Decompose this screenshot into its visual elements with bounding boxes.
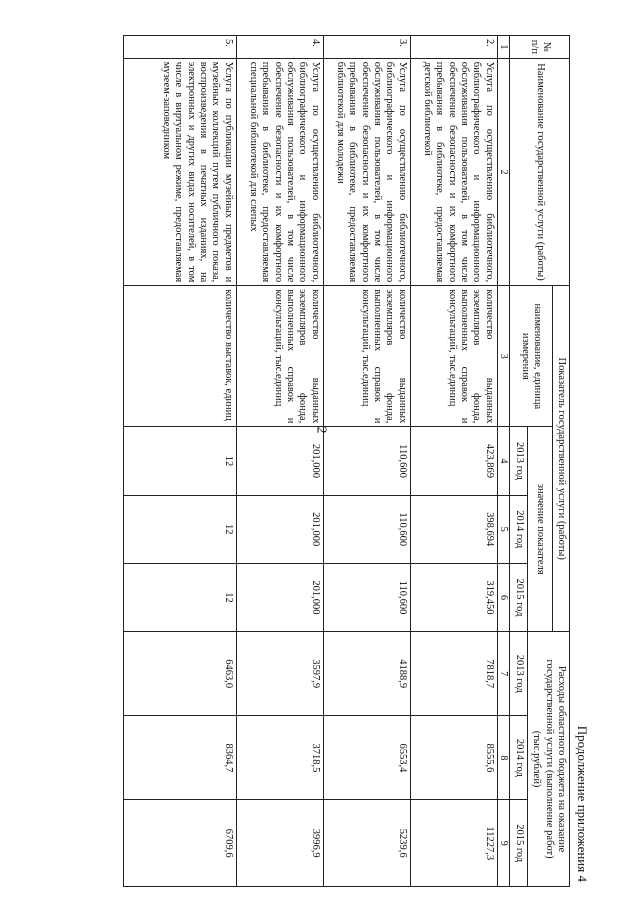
value-2014: 201,000 bbox=[236, 495, 323, 563]
service-name: Услуга по осуществлению библиотечного, библиографического и информационного обслуживания пользователей, в том числе обеспечение безопасности и их комфортного пребывания в библиотеке, предоставляемая специальной библиотекой для слепых bbox=[236, 58, 323, 286]
indicator-unit: количество выданных экземпляров фонда, выполненных справок и консультаций, тыс.единиц bbox=[323, 286, 410, 427]
value-2015: 319,450 bbox=[410, 563, 497, 631]
column-number: 9 bbox=[497, 800, 510, 887]
services-table bbox=[123, 35, 570, 887]
row-number: 3. bbox=[323, 36, 410, 59]
expense-2015: 11227,3 bbox=[410, 800, 497, 887]
column-number: 2 bbox=[497, 58, 510, 286]
value-2015: 110,600 bbox=[323, 563, 410, 631]
header-budget-year-2013: 2013 год bbox=[510, 632, 527, 716]
expense-2013: 3597,9 bbox=[236, 632, 323, 716]
indicator-unit: количество выданных экземпляров фонда, выполненных справок и консультаций, тыс.единиц bbox=[236, 286, 323, 427]
table-row bbox=[123, 36, 236, 887]
table-row bbox=[410, 36, 497, 887]
value-2013: 110,600 bbox=[323, 427, 410, 495]
indicator-unit: количество выставок, единиц bbox=[123, 286, 236, 427]
value-2014: 12 bbox=[123, 495, 236, 563]
table-row bbox=[323, 36, 410, 887]
header-budget: Расходы областного бюджета на оказание государственной услуги (выполнение работ) (тыс.рублей) bbox=[527, 632, 569, 887]
value-2015: 201,000 bbox=[236, 563, 323, 631]
header-indicator: Показатель государственной услуги (работы) bbox=[552, 286, 569, 632]
table-row bbox=[236, 36, 323, 887]
header-budget-year-2015: 2015 год bbox=[510, 800, 527, 887]
service-name: Услуга по публикации музейных предметов и музейных коллекций путем публичного показа, воспроизведения в печатных изданиях, на электронных и других видах носителей, в том числе в виртуальном режиме, предоставляемая музеем-заповедником bbox=[123, 58, 236, 286]
column-number: 1 bbox=[497, 36, 510, 59]
expense-2013: 4188,9 bbox=[323, 632, 410, 716]
column-number: 5 bbox=[497, 495, 510, 563]
header-no: № п/п bbox=[510, 36, 570, 59]
continuation-caption: Продолжение приложения 4 bbox=[575, 725, 590, 882]
expense-2015: 6709,6 bbox=[123, 800, 236, 887]
expense-2014: 3718,5 bbox=[236, 716, 323, 800]
value-2013: 423,869 bbox=[410, 427, 497, 495]
column-number: 6 bbox=[497, 563, 510, 631]
service-name: Услуга по осуществлению библиотечного, библиографического и информационного обслуживания пользователей, в том числе обеспечение безопасности и их комфортного пребывания в библиотеке, предоставляемая библиотекой для молодежи bbox=[323, 58, 410, 286]
row-number: 4. bbox=[236, 36, 323, 59]
header-budget-year-2014: 2014 год bbox=[510, 716, 527, 800]
column-number: 8 bbox=[497, 716, 510, 800]
value-2014: 398,694 bbox=[410, 495, 497, 563]
service-name: Услуга по осуществлению библиотечного, библиографического и информационного обслуживания пользователей, в том числе обеспечение безопасности и их комфортного пребывания в библиотеке, предоставляемая детской библиотекой bbox=[410, 58, 497, 286]
row-number: 2. bbox=[410, 36, 497, 59]
row-number: 5. bbox=[123, 36, 236, 59]
rotated-table-page bbox=[0, 35, 590, 890]
header-name-unit: наименование, единица измерения bbox=[510, 286, 552, 427]
value-2015: 12 bbox=[123, 563, 236, 631]
column-number: 7 bbox=[497, 632, 510, 716]
column-number: 4 bbox=[497, 427, 510, 495]
expense-2014: 6553,4 bbox=[323, 716, 410, 800]
header-value-year-2014: 2014 год bbox=[510, 495, 527, 563]
header-service-name: Наименование государственной услуги (работы) bbox=[510, 58, 570, 286]
header-value-year-2015: 2015 год bbox=[510, 563, 527, 631]
column-number-row bbox=[497, 36, 510, 887]
value-2013: 12 bbox=[123, 427, 236, 495]
expense-2015: 3996,9 bbox=[236, 800, 323, 887]
value-2013: 201,000 bbox=[236, 427, 323, 495]
expense-2015: 5239,6 bbox=[323, 800, 410, 887]
expense-2014: 8364,7 bbox=[123, 716, 236, 800]
indicator-unit: количество выданных экземпляров фонда, выполненных справок и консультаций, тыс.единиц bbox=[410, 286, 497, 427]
header-value-year-2013: 2013 год bbox=[510, 427, 527, 495]
expense-2013: 6463,0 bbox=[123, 632, 236, 716]
header-indicator-value: значение показателя bbox=[527, 427, 552, 632]
column-number: 3 bbox=[497, 286, 510, 427]
expense-2013: 7818,7 bbox=[410, 632, 497, 716]
expense-2014: 8555,6 bbox=[410, 716, 497, 800]
value-2014: 110,600 bbox=[323, 495, 410, 563]
